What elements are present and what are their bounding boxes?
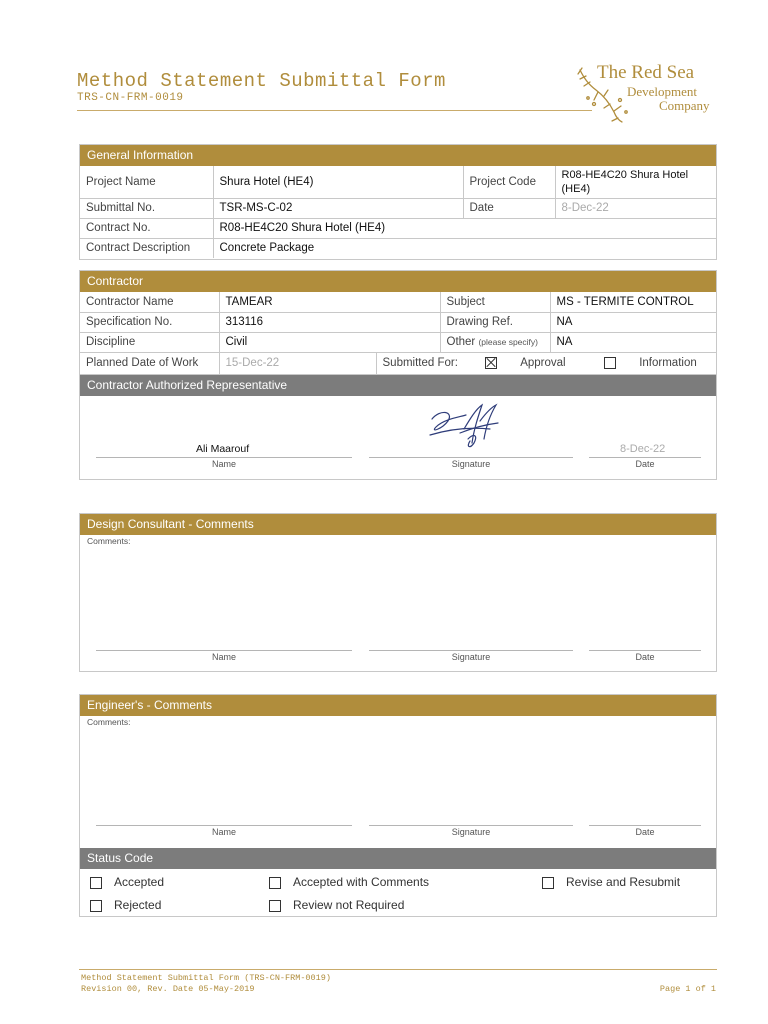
logo-text-line3: Company: [659, 98, 710, 113]
contractor-section: [79, 270, 717, 480]
signature-line: [369, 650, 573, 651]
contract-description-label: Contract Description: [80, 238, 213, 258]
signature-icon: [420, 399, 520, 455]
signature-line: [369, 825, 573, 826]
review-not-required-checkbox[interactable]: [269, 900, 281, 912]
contractor-name-value: TAMEAR: [219, 292, 440, 312]
approval-checkbox[interactable]: [485, 357, 497, 369]
contract-description-value: Concrete Package: [213, 238, 716, 258]
name-caption: Name: [211, 652, 236, 662]
discipline-value: Civil: [219, 332, 440, 352]
general-information-section: [79, 144, 717, 260]
specification-no-value: 313116: [219, 312, 440, 332]
project-name-value: Shura Hotel (HE4): [213, 166, 463, 198]
name-line: [96, 825, 352, 826]
accepted-with-comments-label: Accepted with Comments: [293, 875, 430, 889]
date-value: 8-Dec-22: [555, 198, 716, 218]
contractor-name-label: Contractor Name: [80, 292, 219, 312]
other-label-text: Other: [446, 336, 476, 348]
planned-date-row: [80, 353, 716, 376]
signature-caption: Signature: [451, 652, 491, 662]
submittal-no-value: TSR-MS-C-02: [213, 198, 463, 218]
header-divider: [77, 110, 592, 111]
engineer-comments-field[interactable]: [87, 729, 709, 823]
footer-revision: Revision 00, Rev. Date 05-May-2019: [81, 984, 255, 994]
status-rejected[interactable]: [90, 898, 161, 912]
logo-text-line1: The Red Sea: [597, 62, 695, 83]
logo-text-line2: Development: [627, 84, 698, 99]
representative-name: Ali Maarouf: [196, 443, 250, 455]
drawing-ref-value: NA: [550, 312, 716, 332]
planned-date-value: 15-Dec-22: [219, 353, 376, 375]
name-line: [96, 457, 352, 458]
status-code-heading: Status Code: [80, 848, 716, 869]
contract-no-value: R08-HE4C20 Shura Hotel (HE4): [213, 218, 716, 238]
form-title: Method Statement Submittal Form: [77, 70, 446, 92]
contractor-table: [80, 292, 716, 353]
subject-label: Subject: [440, 292, 550, 312]
other-value: NA: [550, 332, 716, 352]
discipline-label: Discipline: [80, 332, 219, 352]
subject-value: MS - TERMITE CONTROL: [550, 292, 716, 312]
name-caption: Name: [211, 459, 236, 469]
specification-no-label: Specification No.: [80, 312, 219, 332]
other-hint: (please specify): [478, 337, 538, 347]
contract-no-label: Contract No.: [80, 218, 213, 238]
section-heading: Design Consultant - Comments: [80, 514, 716, 535]
design-consultant-section: [79, 513, 717, 672]
rejected-checkbox[interactable]: [90, 900, 102, 912]
form-code: TRS-CN-FRM-0019: [77, 92, 184, 104]
accepted-checkbox[interactable]: [90, 877, 102, 889]
section-heading: Contractor: [80, 271, 716, 292]
approval-label: Approval: [520, 357, 566, 370]
project-code-line2: (HE4): [561, 182, 591, 195]
information-option[interactable]: [594, 353, 716, 375]
name-caption: Name: [211, 827, 236, 837]
signature-caption: Signature: [451, 827, 491, 837]
project-code-label: Project Code: [463, 166, 555, 198]
footer-page-number: Page 1 of 1: [659, 984, 716, 994]
project-code-value: [555, 166, 716, 198]
representative-date: 8-Dec-22: [620, 443, 666, 455]
revise-resubmit-label: Revise and Resubmit: [566, 875, 681, 889]
date-caption: Date: [635, 652, 655, 662]
signature-caption: Signature: [451, 459, 491, 469]
name-line: [96, 650, 352, 651]
signature-line: [369, 457, 573, 458]
footer-form-name: Method Statement Submittal Form (TRS-CN-FRM-0019): [81, 973, 331, 983]
footer-divider: [79, 969, 717, 970]
date-line: [589, 457, 701, 458]
general-information-table: [80, 166, 716, 258]
section-heading: General Information: [80, 145, 716, 166]
authorized-representative-heading: Contractor Authorized Representative: [80, 375, 716, 396]
revise-resubmit-checkbox[interactable]: [542, 877, 554, 889]
rejected-label: Rejected: [114, 898, 162, 912]
date-line: [589, 825, 701, 826]
status-accepted[interactable]: [90, 875, 164, 889]
comments-label: Comments:: [87, 536, 131, 546]
drawing-ref-label: Drawing Ref.: [440, 312, 550, 332]
date-line: [589, 650, 701, 651]
accepted-with-comments-checkbox[interactable]: [269, 877, 281, 889]
date-caption: Date: [635, 827, 655, 837]
information-checkbox[interactable]: [604, 357, 616, 369]
submitted-for-label: Submitted For:: [376, 353, 479, 375]
planned-date-label: Planned Date of Work: [80, 353, 219, 375]
submittal-no-label: Submittal No.: [80, 198, 213, 218]
date-caption: Date: [635, 459, 655, 469]
accepted-label: Accepted: [114, 875, 165, 889]
design-consultant-comments-field[interactable]: [87, 548, 709, 648]
other-label: [440, 332, 550, 352]
section-heading: Engineer's - Comments: [80, 695, 716, 716]
comments-label: Comments:: [87, 717, 131, 727]
review-not-required-label: Review not Required: [293, 898, 405, 912]
project-name-label: Project Name: [80, 166, 213, 198]
project-code-line1: R08-HE4C20 Shura Hotel: [561, 168, 689, 181]
approval-option[interactable]: [479, 353, 594, 375]
status-revise-resubmit[interactable]: [542, 875, 680, 889]
date-label: Date: [463, 198, 555, 218]
information-label: Information: [639, 357, 697, 370]
engineer-section: [79, 694, 717, 917]
status-accepted-with-comments[interactable]: [269, 875, 429, 889]
status-review-not-required[interactable]: [269, 898, 404, 912]
